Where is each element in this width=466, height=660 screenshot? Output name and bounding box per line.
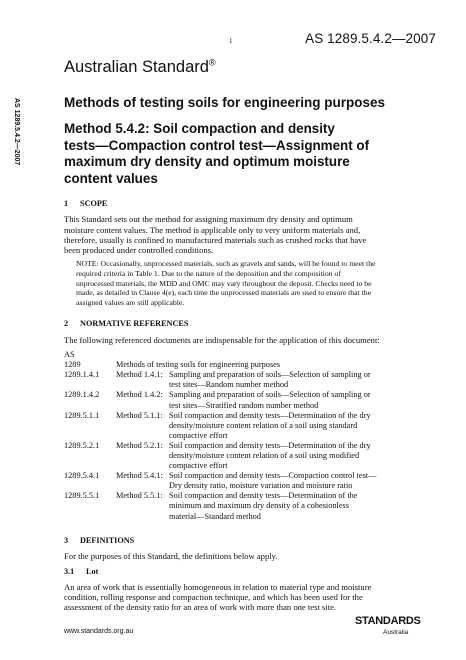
note-line: required criteria in Table 1. Due to the nature of the deposition and the composition of [76,269,341,279]
section-title: NORMATIVE REFERENCES [80,319,189,329]
reference-description [169,491,438,521]
paragraph-line: condition, rolling response and compaction technique, and which has been used for the [64,591,363,602]
reference-method: Method 1.4.2: [116,390,163,400]
reference-id: 1289.5.1.1 [64,410,100,420]
reference-row [64,441,438,471]
reference-id: 1289.1.4.1 [64,370,100,380]
section-title: SCOPE [80,199,108,208]
paragraph-line: An area of work that is essentially homogeneous in relation to material type and moisture [64,581,372,592]
reference-method: Method 1.4.1: [116,370,163,380]
section-heading [64,319,438,329]
reference-description [169,411,438,441]
section-heading [64,536,438,546]
reference-line: Sampling and preparation of soils—Selection of sampling or [169,390,371,400]
reference-id: 1289.1.4.2 [64,390,100,400]
content-body [64,199,438,612]
paragraph-line: therefore, usually is confined to manufactured materials such as crushed rocks that have [64,234,367,245]
method-title-line: tests—Compaction control test—Assignment of [64,137,370,153]
page-number: 1 [229,37,233,45]
note-line: NOTE: Occasionally, unprocessed materials, such as gravels and sands, will be found to meet the [76,259,376,269]
reference-row [64,471,438,491]
reference-id: 1289 [64,360,81,370]
reference-description [169,471,438,491]
section-scope [64,199,438,307]
subsection-heading [64,567,438,577]
reference-description [116,360,438,370]
reference-line: Soil compaction and density tests—Determination of the dry [169,440,371,450]
reference-id: 1289.5.2.1 [64,440,100,450]
reference-description [169,441,438,471]
paragraph-line: This Standard sets out the method for assigning maximum dry density and optimum [64,214,353,225]
reference-line: Methods of testing soils for engineering purposes [116,360,281,370]
reference-description [169,370,438,390]
reference-method: Method 5.4.1: [116,471,163,481]
reference-row [64,411,438,441]
note-line: made, as detailed in Clause 4(e), each time the unprocessed materials are used to ensure that the [76,288,372,298]
main-title: Methods of testing soils for engineering purposes [64,95,386,110]
side-document-reference: AS 1289.5.4.2—2007 [13,98,20,166]
section-number: 3 [64,535,69,545]
registered-mark: ® [208,57,216,68]
reference-line: Soil compaction and density tests—Determination of the [169,491,358,501]
reference-line: Soil compaction and density tests—Determination of the dry [169,410,371,420]
method-title-line: maximum dry density and optimum moisture [64,154,350,169]
note-line: unprocessed materials, the MDD and OMC may vary throughout the deposit. Checks need to be [76,278,372,288]
reference-id: 1289.5.5.1 [64,491,100,501]
section-heading [64,199,438,209]
reference-line: material—Standard method [169,511,261,521]
reference-line: Sampling and preparation of soils—Selection of sampling or [169,370,371,380]
section-number: 2 [64,319,69,329]
reference-line: density/moisture content relation of a soil using standard [169,420,358,430]
method-title-line: Method 5.4.2: Soil compaction and density [64,121,335,136]
reference-description [169,390,438,410]
method-title [64,121,444,187]
reference-line: minimum and maximum dry density of a cohesionless [169,501,349,511]
lot-definition [64,582,438,613]
reference-line: density/moisture content relation of a soil using modified [169,450,360,460]
logo-word: STANDARDS [355,615,421,627]
reference-method: Method 5.1.1: [116,410,163,420]
standard-title-text: Australian Standard [64,58,209,76]
reference-row [64,370,438,390]
section-definitions [64,536,438,613]
normative-intro: The following referenced documents are indispensable for the application of this document: [64,334,380,345]
reference-id: 1289.5.4.1 [64,471,100,481]
paragraph-line: assessment of the density ratio for an area of work with more than one test site. [64,602,337,613]
scope-paragraph [64,214,438,255]
logo-sub: Australia [383,629,409,636]
reference-row [64,390,438,410]
reference-method: Method 5.5.1: [116,491,163,501]
reference-line: Dry density ratio, moisture variation and moisture ratio [169,481,353,491]
paragraph-line: been produced under controlled conditions. [64,245,214,256]
as-label: AS [64,350,75,360]
paragraph-line: moisture content values. The method is applicable only to very uniform materials and, [64,224,361,235]
reference-line: Soil compaction and density tests—Compaction control test— [169,471,377,481]
subsection-number: 3.1 [64,567,75,577]
method-title-line: content values [64,170,158,186]
references-list [64,350,438,522]
standards-australia-logo [355,610,433,642]
section-title: DEFINITIONS [80,535,135,545]
reference-line: compactive effort [169,430,228,440]
reference-row [64,360,438,370]
subsection-title: Lot [86,567,99,577]
definitions-intro: For the purposes of this Standard, the definitions below apply. [64,550,278,561]
reference-line: test sites—Stratified random number method [169,400,319,410]
section-normative-references [64,319,438,521]
document-reference: AS 1289.5.4.2—2007 [305,31,436,46]
reference-line: test sites—Random number method [169,380,289,390]
section-number: 1 [64,199,69,208]
scope-note [76,259,438,307]
reference-row [64,491,438,521]
note-line: assigned values are still applicable. [76,297,185,307]
footer-url: www.standards.org.au [64,628,134,635]
reference-line: compactive effort [169,461,228,471]
standard-title [64,58,216,77]
reference-method: Method 5.2.1: [116,440,163,450]
